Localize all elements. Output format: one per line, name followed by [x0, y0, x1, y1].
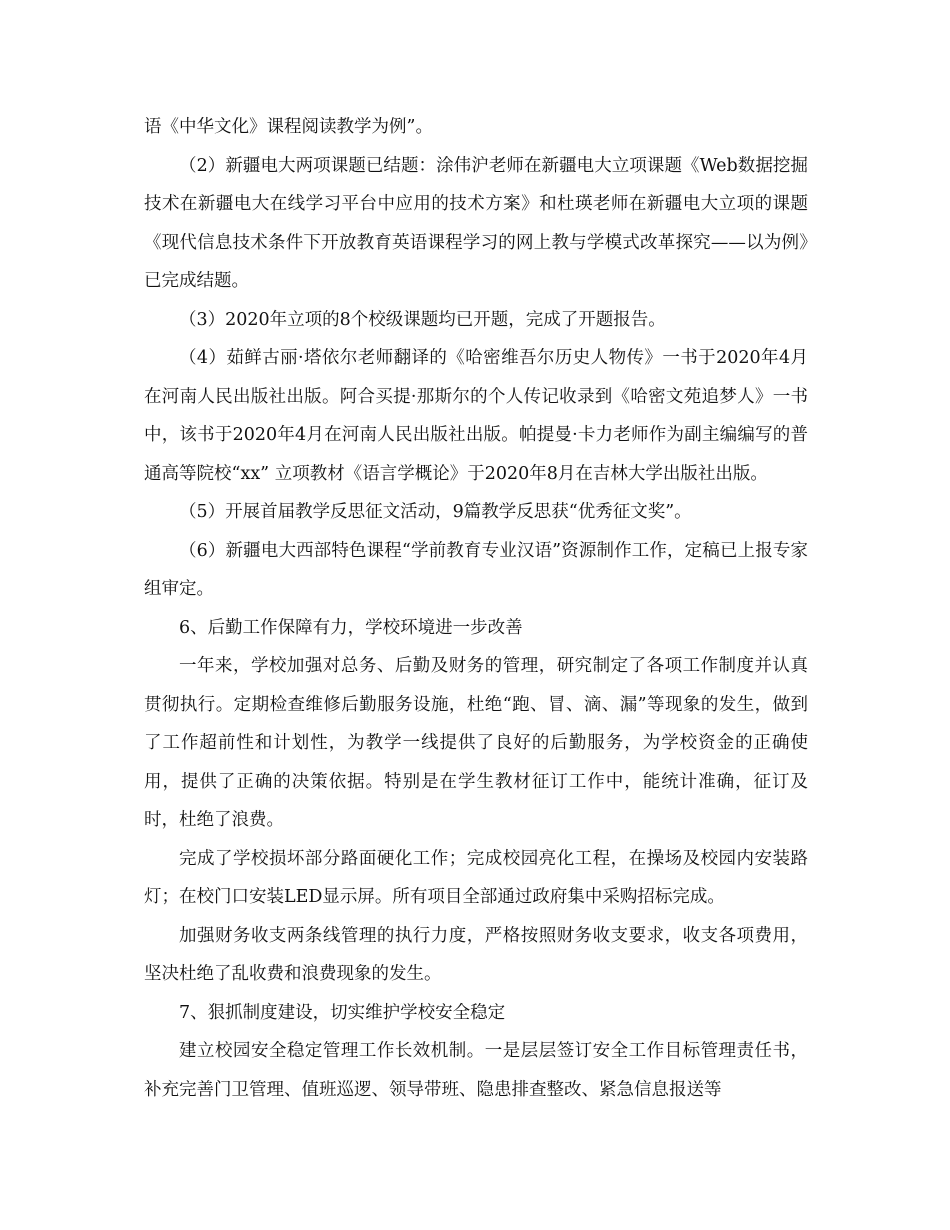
paragraph-logistics-management: 一年来，学校加强对总务、后勤及财务的管理，研究制定了各项工作制度并认真贯彻执行。定期检查维修后勤服务设施，杜绝“跑、冒、滴、漏”等现象的发生，做到了工作超前性和计划性，为教学一线提供了良好的后勤服务，为学校资金的正确使用，提供了正确的决策依据。特别是在学生教材征订工作中，能统计准确，征订及时，杜绝了浪费。: [144, 656, 808, 830]
paragraph-item-2: （2）新疆电大两项课题已结题：涂伟沪老师在新疆电大立项课题《Web数据挖掘技术在新疆电大在线学习平台中应用的技术方案》和杜瑛老师在新疆电大立项的课题《现代信息技术条件下开放教育英语课程学习的网上教与学模式改革探究——以为例》已完成结题。: [144, 155, 808, 291]
paragraph-item-4: （4）茹鲜古丽·塔依尔老师翻译的《哈密维吾尔历史人物传》一书于2020年4月在河南人民出版社出版。阿合买提·那斯尔的个人传记收录到《哈密文苑追梦人》一书中，该书于2020年4月在河南人民出版社出版。帕提曼·卡力老师作为副主编编写的普通高等院校“xx” 立项教材《语言学概论》于2020年8月在吉林大学出版社出版。: [144, 348, 808, 484]
paragraph-item-3: （3）2020年立项的8个校级课题均已开题，完成了开题报告。: [179, 309, 666, 330]
paragraph-continuation: 语《中华文化》课程阅读教学为例”。: [144, 117, 433, 137]
section-heading-logistics: 6、后勤工作保障有力，学校环境进一步改善: [179, 617, 523, 638]
paragraph-item-6: （6）新疆电大西部特色课程“学前教育专业汉语”资源制作工作，定稿已上报专家组审定。: [144, 540, 808, 599]
paragraph-road-lighting: 完成了学校损坏部分路面硬化工作；完成校园亮化工程，在操场及校园内安装路灯；在校门口安装LED显示屏。所有项目全部通过政府集中采购招标完成。: [144, 848, 808, 907]
section-heading-safety: 7、狠抓制度建设，切实维护学校安全稳定: [179, 1002, 506, 1023]
paragraph-item-5: （5）开展首届教学反思征文活动，9篇教学反思获“优秀征文奖”。: [179, 502, 692, 522]
document-body: [144, 108, 808, 1109]
paragraph-safety-mechanism: 建立校园安全稳定管理工作长效机制。一是层层签订安全工作目标管理责任书，补充完善门卫管理、值班巡逻、领导带班、隐患排查整改、紧急信息报送等: [144, 1041, 808, 1100]
paragraph-finance: 加强财务收支两条线管理的执行力度，严格按照财务收支要求，收支各项费用，坚决杜绝了乱收费和浪费现象的发生。: [144, 925, 808, 984]
